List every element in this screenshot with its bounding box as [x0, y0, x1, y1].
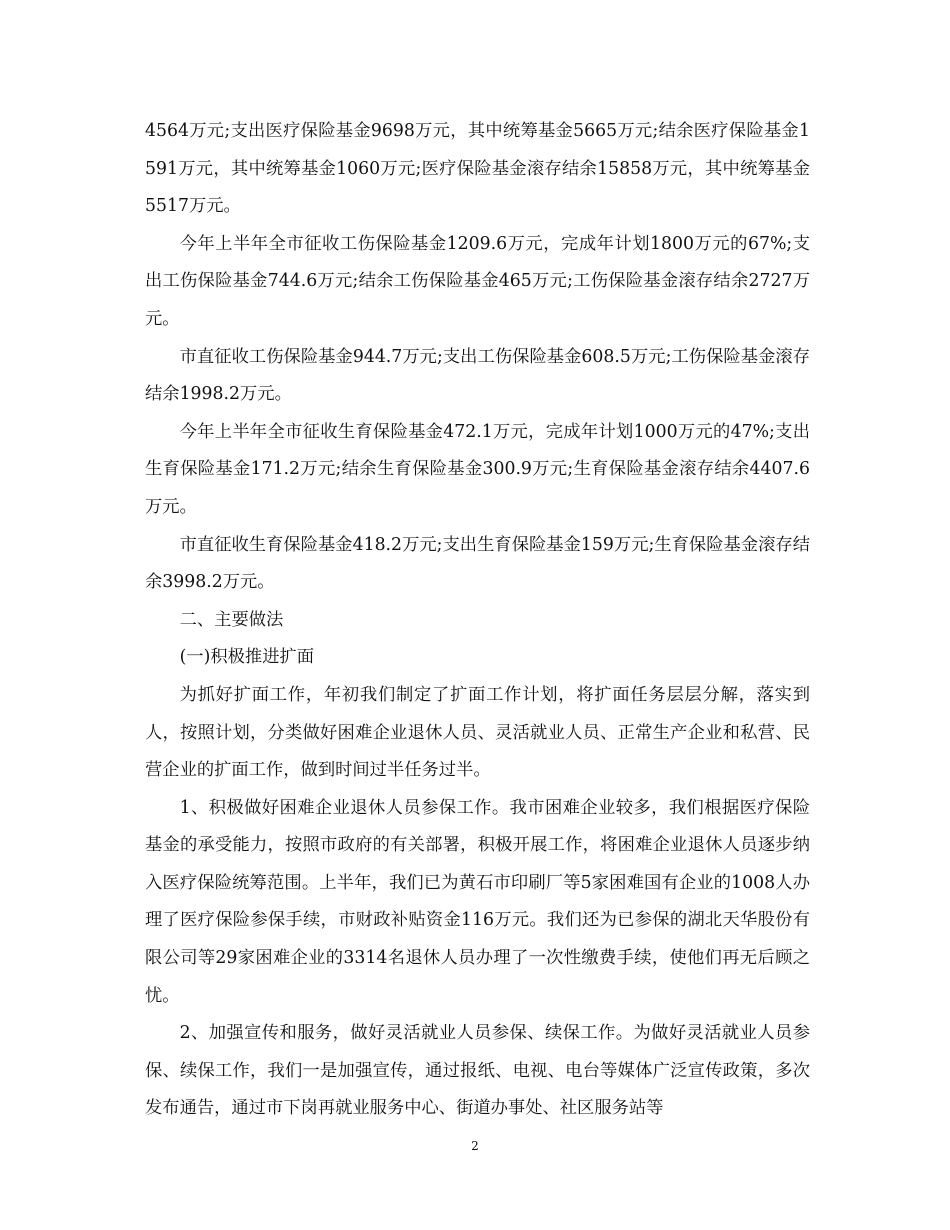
- document-body: [145, 113, 810, 1128]
- page-number: 2: [471, 1139, 479, 1153]
- paragraph-injury-fund-municipal: 市直征收工伤保险基金944.7万元;支出工伤保险基金608.5万元;工伤保险基金滚存结余1998.2万元。: [145, 346, 810, 405]
- paragraph-expansion-plan: 为抓好扩面工作，年初我们制定了扩面工作计划，将扩面任务层层分解，落实到人，按照计划，分类做好困难企业退休人员、灵活就业人员、正常生产企业和私营、民营企业的扩面工作，做到时间过半任务过半。: [145, 684, 810, 781]
- paragraph-medical-fund-summary: 4564万元;支出医疗保险基金9698万元，其中统筹基金5665万元;结余医疗保险基金1591万元，其中统筹基金1060万元;医疗保险基金滚存结余15858万元，其中统筹基金5517万元。: [145, 121, 810, 217]
- subsection-heading-expand-coverage: (一)积极推进扩面: [179, 647, 315, 668]
- paragraph-maternity-fund-city: 今年上半年全市征收生育保险基金472.1万元，完成年计划1000万元的47%;支出生育保险基金171.2万元;结余生育保险基金300.9万元;生育保险基金滚存结余4407.6万元。: [145, 421, 810, 517]
- paragraph-retiree-enrollment: 1、积极做好困难企业退休人员参保工作。我市困难企业较多，我们根据医疗保险基金的承受能力，按照市政府的有关部署，积极开展工作，将困难企业退休人员逐步纳入医疗保险统筹范围。上半年，我们已为黄石市印刷厂等5家困难国有企业的1008人办理了医疗保险参保手续，市财政补贴资金116万元。我们还为已参保的湖北天华股份有限公司等29家困难企业的3314名退休人员办理了一次性缴费手续，使他们再无后顾之忧。: [145, 797, 810, 1006]
- section-heading-main-practices: 二、主要做法: [179, 609, 284, 630]
- paragraph-injury-fund-city: 今年上半年全市征收工伤保险基金1209.6万元，完成年计划1800万元的67%;支出工伤保险基金744.6万元;结余工伤保险基金465万元;工伤保险基金滚存结余2727万元。: [145, 233, 810, 329]
- paragraph-flexible-employment: 2、加强宣传和服务，做好灵活就业人员参保、续保工作。为做好灵活就业人员参保、续保工作，我们一是加强宣传，通过报纸、电视、电台等媒体广泛宣传政策，多次发布通告，通过市下岗再就业服务中心、街道办事处、社区服务站等: [145, 1023, 810, 1119]
- paragraph-maternity-fund-municipal: 市直征收生育保险基金418.2万元;支出生育保险基金159万元;生育保险基金滚存结余3998.2万元。: [145, 534, 810, 593]
